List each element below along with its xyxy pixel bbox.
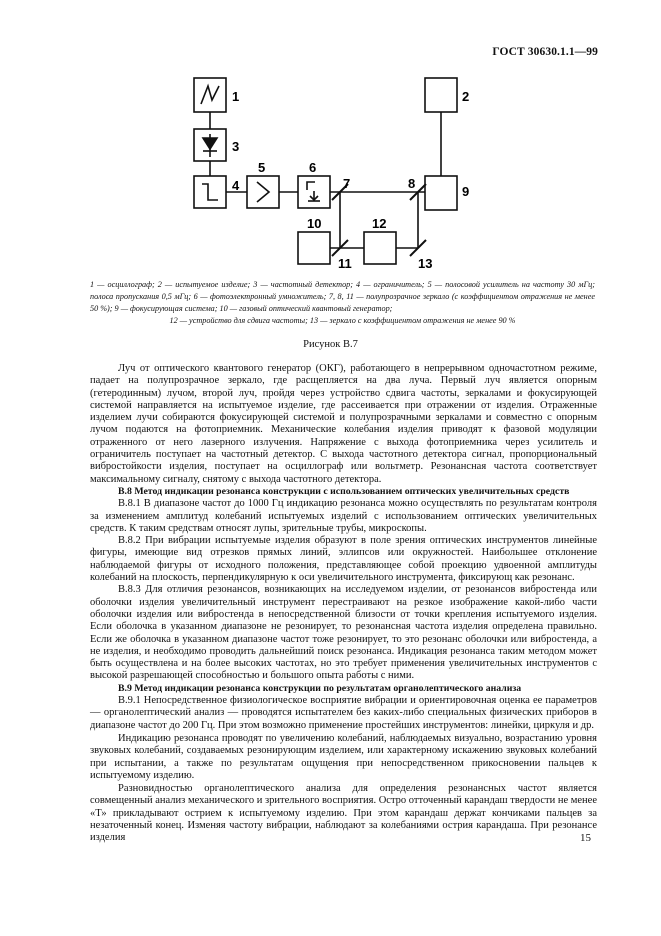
label-8: 8	[408, 176, 416, 191]
body-text	[90, 363, 597, 845]
block-test-item	[425, 78, 457, 112]
amplifier-icon	[257, 182, 269, 202]
block-frequency-shifter	[364, 232, 396, 264]
photodetector-icon	[307, 182, 315, 190]
block-focusing-system	[425, 176, 457, 210]
page-number: 15	[580, 832, 591, 844]
figure-title: Рисунок В.7	[303, 339, 358, 350]
figure-legend	[90, 279, 595, 327]
paragraph: В.9.1 Непосредственное физиологическое восприятие вибрации и ориентировочная оценка ее параметров — органолептический анализ — проводятся испытателем без каких-либо специальных физических приборов в диапазоне частот до 200 Гц. При этом возможно применение простейших инструментов: линейки, циркуля и др.	[90, 695, 597, 731]
label-4: 4	[232, 178, 240, 193]
label-11: 11	[338, 256, 352, 271]
block-laser	[298, 232, 330, 264]
label-5: 5	[258, 160, 266, 175]
label-1: 1	[232, 89, 240, 104]
paragraph: Луч от оптического квантового генератор (ОКГ), работающего в непрерывном одночастотном режиме, падает на полупрозрачное зеркало, где расщепляется на два луча. Первый луч является опорным (гетеродинным) лучом, второй луч, пройдя через устройство сдвига частоты, зеркалами и фокусирующей системой направляется на испытуемое изделие, где рассеивается при отражении от изделия. Отраженные изделием лучи собираются фокусирующей системой и полупрозрачными зеркалами и совместно с опорным лучом подаются на фотоприемник. Механические колебания изделия приводят к фазовой модуляции отраженного от него лазерного излучения. Напряжение с выхода фотоприемника через усилитель и ограничитель поступает на частотный детектор. С выхода частотного детектора сигнал, пропорциональный вибростойкости изделия, поступает на осциллограф или вольтметр. Резонансная частота соответствует максимальному сигналу, снятому с выхода частотного детектора.	[90, 363, 597, 485]
sine-icon	[201, 86, 219, 104]
block-amplifier	[247, 176, 279, 208]
label-13: 13	[418, 256, 433, 271]
section-heading: В.8 Метод индикации резонанса конструкции с использованием оптических увеличительных средств	[118, 485, 570, 497]
block-limiter	[194, 176, 226, 208]
label-7: 7	[343, 176, 351, 191]
paragraph: Индикацию резонанса проводят по увеличению колебаний, наблюдаемых визуально, возрастанию уровня звуковых колебаний, создаваемых резонирующим изделием, или характерному искажению звуковых колебаний при испытании, а также по результатам ощущения при непосредственном прикосновении пальцев к испытуемому изделию.	[90, 732, 597, 781]
label-10: 10	[307, 216, 322, 231]
label-9: 9	[462, 184, 470, 199]
legend-text-last: 12 — устройство для сдвига частоты; 13 — зеркало с коэффициентом отражения не менее 90 %	[169, 316, 516, 325]
label-2: 2	[462, 89, 470, 104]
limiter-icon	[202, 184, 218, 200]
block-diagram	[180, 72, 480, 272]
paragraph: В.8.1 В диапазоне частот до 1000 Гц индикацию резонанса можно осуществлять по результатам контроля за изменением амплитуд колебаний испытуемых изделий с использованием оптических увеличительных средств. К таким средствам относят лупы, зрительные трубы, микроскопы.	[90, 498, 597, 534]
label-3: 3	[232, 139, 240, 154]
paragraph: В.8.3 Для отличия резонансов, возникающих на исследуемом изделии, от резонансов вибростенда или оболочки изделия увеличительный инструмент перестраивают на резкое изображение какой-либо части оболочки изделия или вибростенда в непосредственной близости от точки крепления испытуемого изделия. Если оболочка в указанном диапазоне не резонирует, то резонансная частота изделия определена правильно. Если же оболочка в указанном диапазоне частот тоже резонирует, то это резонанс оболочки или вибростенда, а не изделия, и необходимо проводить дальнейший поиск резонанса. Индикация резонанса таким методом может быть осуществлена и на более высоких частотах, но это требует применения увеличительных инструментов с высокой разрешающей способностью и большого опыта работы с ними.	[90, 584, 597, 682]
standard-header: ГОСТ 30630.1.1—99	[492, 46, 598, 58]
legend-text: 1 — осциллограф; 2 — испытуемое изделие; 3 — частотный детектор; 4 — ограничитель; 5 — полосовой усилитель на частоту 30 мГц; полоса пропускания 0,5 мГц; 6 — фотоэлектронный умножитель; 7, 8, 11 — полупрозрачное зеркало (с коэффициентом отражения не менее 50 %); 9 — фокусирующая система; 10 — газовый оптический квантовый генератор;	[90, 280, 595, 313]
label-6: 6	[309, 160, 317, 175]
section-heading: В.9 Метод индикации резонанса конструкции по результатам органолептического анализа	[118, 682, 522, 694]
paragraph: Разновидностью органолептического анализа для определения резонансных частот является совмещенный анализ механического и зрительного восприятия. Остро отточенный карандаш твердости не менее «Т» прикладывают острием к испытуемому изделию. При этом карандаш держат кончиками пальцев за незаточенный конец. Изменяя частоту вибрации, наблюдают за колебаниями острия карандаша. При резонансе изделия	[90, 783, 597, 844]
label-12: 12	[372, 216, 387, 231]
paragraph: В.8.2 При вибрации испытуемые изделия образуют в поле зрения оптических инструментов линейные фигуры, имеющие вид отрезков прямых линий, эллипсов или окружностей. Наибольшее отклонение наблюдаемой фигуры от исходного положения, представляющее собой проекцию удвоенной амплитуды колебаний на плоскость, перпендикулярную к оси увеличительного инструмента, фиксирующ как резонанс.	[90, 535, 597, 584]
